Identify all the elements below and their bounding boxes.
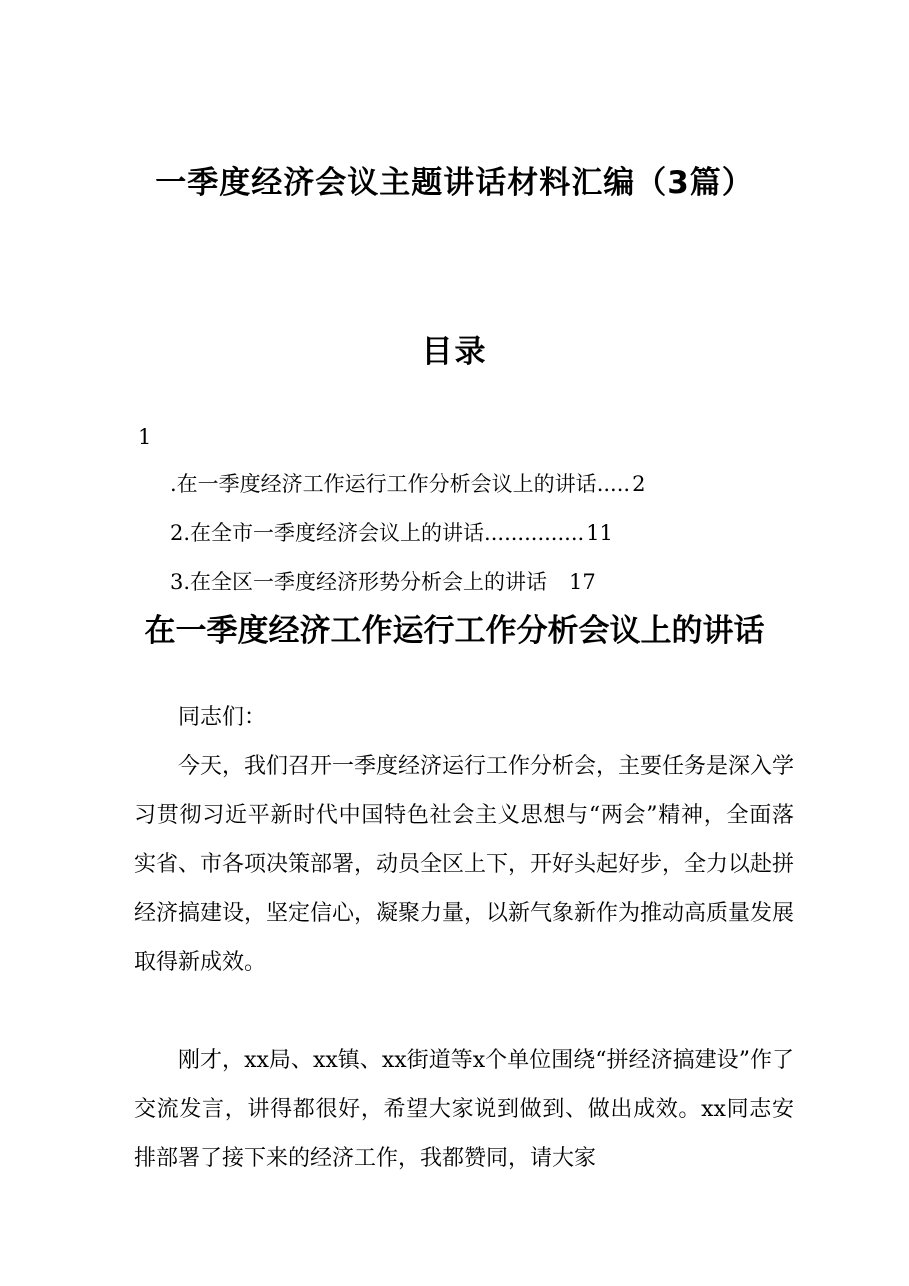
toc-item-leader: ..... bbox=[596, 472, 631, 496]
salutation-paragraph: 同志们： bbox=[178, 705, 267, 730]
toc-item-page: 17 bbox=[569, 570, 596, 594]
body-paragraph: 刚才，xx局、xx镇、xx街道等x个单位围绕“拼经济搞建设”作了交流发言，讲得都很好，希望大家说到做到、做出成效。xx同志安排部署了接下来的经济工作，我都赞同，请大家 bbox=[134, 1048, 794, 1171]
toc-item-leader: ............... bbox=[484, 521, 585, 545]
toc-heading: 目录 bbox=[421, 334, 488, 370]
section-title: 在一季度经济工作运行工作分析会议上的讲话 bbox=[144, 613, 765, 649]
toc-item-page: 11 bbox=[586, 521, 613, 545]
toc-item[interactable] bbox=[170, 470, 645, 498]
toc-item[interactable] bbox=[170, 519, 613, 547]
toc-item-text: 2.在全市一季度经济会议上的讲话 bbox=[170, 521, 485, 545]
document-title: 一季度经济会议主题讲话材料汇编（3篇） bbox=[155, 165, 754, 201]
toc-item[interactable] bbox=[170, 568, 596, 596]
body-paragraph: 今天，我们召开一季度经济运行工作分析会，主要任务是深入学习贯彻习近平新时代中国特色社会主义思想与“两会”精神，全面落实省、市各项决策部署，动员全区上下，开好头起好步，全力以赴拼经济搞建设，坚定信心，凝聚力量，以新气象新作为推动高质量发展取得新成效。 bbox=[134, 754, 795, 975]
toc-item-text: .在一季度经济工作运行工作分析会议上的讲话 bbox=[170, 472, 597, 496]
toc-item-page: 2 bbox=[632, 472, 646, 496]
toc-number: 1 bbox=[138, 425, 152, 449]
toc-item-text: 3.在全区一季度经济形势分析会上的讲话 bbox=[170, 570, 548, 594]
